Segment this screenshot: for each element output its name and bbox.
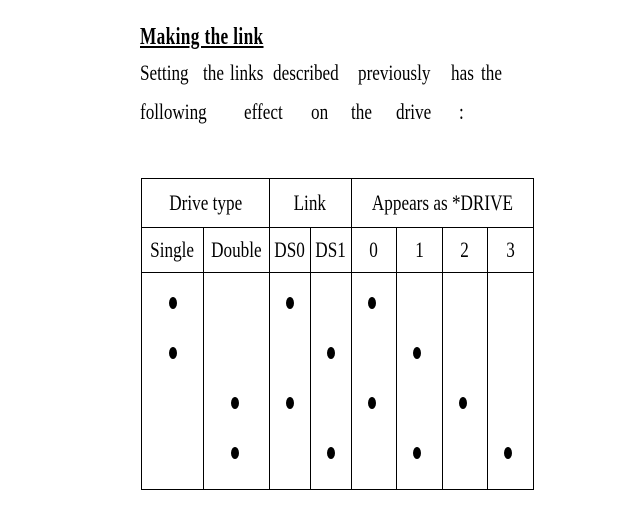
bullet-dot	[368, 397, 376, 409]
line2-word: the	[351, 99, 373, 124]
paragraph-line-1	[140, 60, 508, 86]
column-header: DS0	[269, 228, 310, 273]
body-column	[204, 273, 270, 490]
line2-word: on	[311, 99, 329, 124]
paragraph-line-2	[140, 99, 508, 125]
bullet-dot	[286, 297, 294, 309]
column-header: 1	[397, 228, 442, 273]
bullet-dot	[459, 397, 467, 409]
body-column	[310, 273, 351, 490]
body-column	[488, 273, 534, 490]
bullet-dot	[368, 297, 376, 309]
column-header: 2	[442, 228, 487, 273]
bullet-dot	[169, 347, 177, 359]
bullet-dot	[231, 397, 239, 409]
bullet-dot	[504, 447, 512, 459]
line1-word: previously	[358, 60, 431, 85]
line1-word: the	[202, 60, 224, 85]
dots-row	[142, 273, 534, 490]
line2-word: following	[140, 99, 207, 124]
body-column	[442, 273, 487, 490]
section-heading: Making the link	[140, 24, 264, 50]
group-header-link: Link	[269, 179, 351, 228]
body-column	[269, 273, 310, 490]
bullet-dot	[231, 447, 239, 459]
group-header-row	[142, 179, 534, 228]
line1-word: Setting	[140, 60, 189, 85]
line2-word: effect	[243, 99, 283, 124]
group-header-appears-as: Appears as *DRIVE	[351, 179, 533, 228]
line2-word: :	[459, 99, 465, 124]
bullet-dot	[327, 447, 335, 459]
column-header: 3	[488, 228, 534, 273]
column-header: Single	[142, 228, 204, 273]
bullet-dot	[413, 447, 421, 459]
body-column	[397, 273, 442, 490]
line2-word: drive	[396, 99, 432, 124]
column-header: DS1	[310, 228, 351, 273]
bullet-dot	[327, 347, 335, 359]
column-header: 0	[351, 228, 396, 273]
column-header-row	[142, 228, 534, 273]
bullet-dot	[169, 297, 177, 309]
bullet-dot	[286, 397, 294, 409]
line1-word: described	[273, 60, 340, 85]
body-column	[142, 273, 204, 490]
column-header: Double	[204, 228, 270, 273]
line1-word: the	[481, 60, 503, 85]
line1-word: has	[451, 60, 475, 85]
line1-word: links	[230, 60, 264, 85]
drive-link-table	[141, 178, 534, 490]
group-header-drive-type: Drive type	[142, 179, 270, 228]
bullet-dot	[413, 347, 421, 359]
body-column	[351, 273, 396, 490]
